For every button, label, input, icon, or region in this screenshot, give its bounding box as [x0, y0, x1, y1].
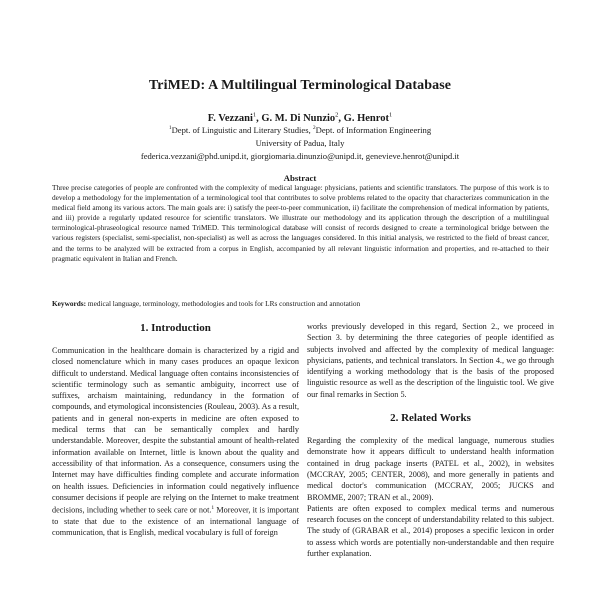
- section-title-related-works: 2. Related Works: [390, 412, 471, 425]
- right-column: [307, 321, 554, 559]
- affiliation-university: University of Padua, Italy: [255, 138, 345, 148]
- related-works-paragraph-2: Patients are often exposed to complex medical terms and numerous research focuses on the concept of understandability related to this subject. The study of (GRABAR et al., 2014) proposes a specific lexicon in order to assess which words are potentially non-understandable and then require further explanation.: [307, 503, 554, 559]
- paper-title: TriMED: A Multilingual Terminological Database: [148, 78, 452, 93]
- keywords-line: Keywords: medical language, terminology, methodologies and tools for LRs construction and annotation: [52, 299, 361, 308]
- author-1: F. Vezzani$^1$,: [207, 111, 262, 124]
- author-2: G. M. Di Nunzio$^2$,: [261, 111, 344, 124]
- introduction-continuation: works previously developed in this regard, Section 2., we proceed in Section 3. by determining the three categories of people identified as subjects involved and affected by the complexity of medical language: physicians, patients, and technical translators. In Section 4., we go through identifying a working methodology that is the basis of the proposed linguistic resource as well as the description of the linguistic tool. We give our final remarks in Section 5.: [307, 322, 554, 399]
- affiliation-departments: $^1$Dept. of Linguistic and Literary Studies, $^2$Dept. of Information Engineering: [168, 125, 432, 135]
- author-3: G. Henrot$^1$: [343, 111, 393, 124]
- introduction-paragraph: Communication in the healthcare domain is characterized by a rigid and closed nomenclature which in many cases produces an opaque lexicon difficult to understand. Medical language often contains inconsistencies of scientific terminology such as semantic ambiguity, incorrect use of suffixes, archaism maintaining, redundancy in the formation of compounds, and etymological inconsistencies (Rouleau, 2003). As a result, patients and in general non-experts in medicine are often exposed to medical terms that can be semantically complex and hardly understandable. Moreover, despite the substantial amount of health-related information available on Internet, little is known about the quality and accessibility of that information. As a consequence, consumers using the Internet may have difficulties finding complete and accurate information on health issues. Deficiencies in information could negatively influence consumer decisions if people are relying on the Internet to make treatment decisions, including whether to seek care or not.$^1$ Moreover, it is important to state that due to the existence of an international language of communication, that is English, medical vocabulary is full of foreign: [52, 346, 299, 538]
- affiliation-emails: federica.vezzani@phd.unipd.it, giorgiomaria.dinunzio@unipd.it, genevieve.henrot@unipd.it: [140, 151, 460, 161]
- abstract-heading: Abstract: [283, 173, 317, 183]
- author-list: [0, 111, 600, 124]
- left-column: [52, 321, 299, 539]
- abstract-text: Three precise categories of people are confronted with the complexity of medical language: physicians, patients and scientific translators. The purpose of this work is to develop a methodology for the implementation of a terminological tool that contributes to solve problems related to the opacity that characterizes communication in the medical field among its various actors. The main goals are: i) satisfy the peer-to-peer communication, ii) facilitate the comprehension of medical information by patients, and iii) provide a regularly updated resource for scientific translators. We illustrate our methodology and its application through the description of a multilingual terminological-phraseological resource named TriMED. This terminological database will consist of records designed to create a terminological bridge between the various registers (specialist, semi-specialist, non-specialist) as well as across the languages considered. In this initial analysis, we restricted to the field of breast cancer, and the terms to be analyzed will be extracted from a corpus in English, accompanied by all relevant linguistic information and properties, and re-attached to their pragmatic equivalent in Italian and French.: [52, 183, 549, 263]
- section-title-introduction: 1. Introduction: [140, 322, 211, 334]
- related-works-paragraph-1: Regarding the complexity of the medical language, numerous studies demonstrate how it appears difficult to understand health information contained in drug package inserts (PATEL et al., 2002), in websites (MCCRAY, 2005; CENTER, 2008), and more generally in patients and medical doctor's communication (MCCRAY, 2005; JUCKS and BROMME, 2007; TRAN et al., 2009).: [307, 436, 554, 502]
